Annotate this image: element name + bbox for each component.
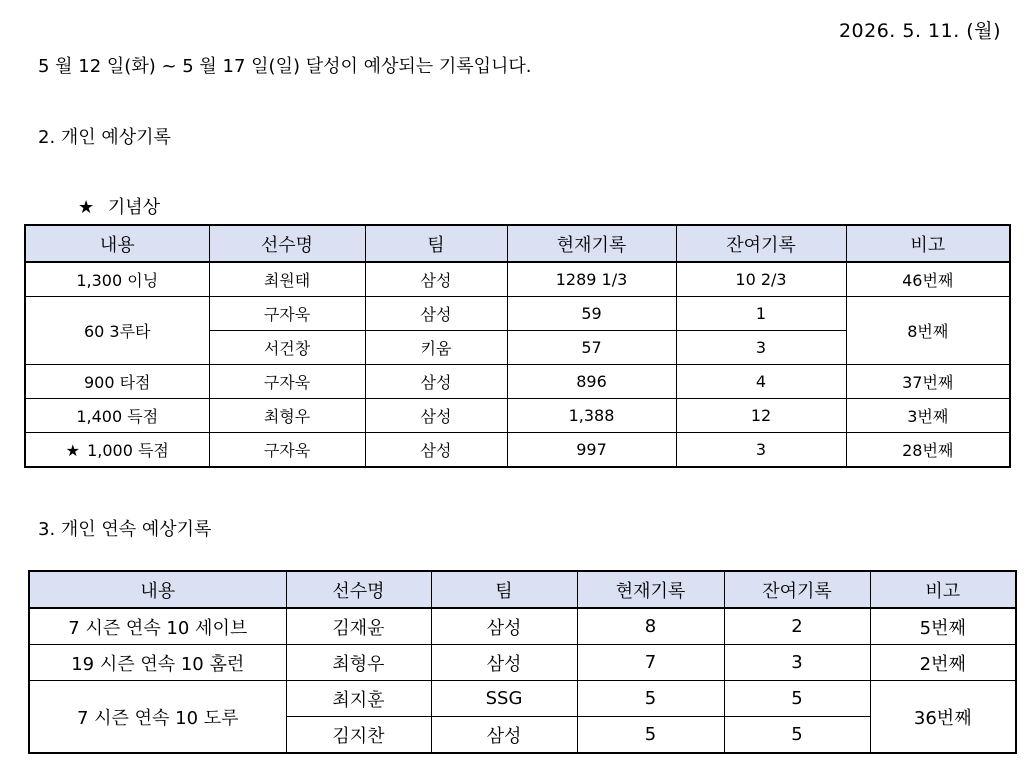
cell-note: 5번째 (870, 608, 1016, 645)
section3-heading: 3. 개인 연속 예상기록 (38, 519, 212, 540)
cell-remaining: 3 (676, 331, 846, 365)
table-row (25, 365, 1010, 399)
section2-subheading (78, 193, 160, 219)
table-row (29, 645, 1016, 681)
cell-remaining: 1 (676, 297, 846, 331)
table-row (25, 433, 1010, 468)
cell-note: 28번째 (846, 433, 1010, 468)
cell-content: 900 타점 (25, 365, 209, 399)
cell-team: 삼성 (431, 645, 577, 681)
header-content: 내용 (25, 225, 209, 262)
cell-team: 삼성 (365, 399, 507, 433)
cell-remaining: 3 (724, 645, 870, 681)
cell-remaining: 12 (676, 399, 846, 433)
cell-player: 김지찬 (286, 717, 431, 754)
header-remaining: 잔여기록 (676, 225, 846, 262)
subheading-label: 기념상 (107, 197, 161, 218)
table-row (29, 681, 1016, 717)
cell-player: 최형우 (209, 399, 365, 433)
table-header-row (25, 225, 1010, 262)
cell-current: 7 (577, 645, 724, 681)
cell-remaining: 4 (676, 365, 846, 399)
cell-content: 1,300 이닝 (25, 262, 209, 297)
cell-current: 5 (577, 717, 724, 754)
cell-remaining: 10 2/3 (676, 262, 846, 297)
star-icon: ★ (65, 441, 80, 460)
cell-note: 3번째 (846, 399, 1010, 433)
intro-text: 5 월 12 일(화) ~ 5 월 17 일(일) 달성이 예상되는 기록입니다. (38, 56, 532, 77)
personal-record-table (24, 224, 1011, 468)
cell-content: 7 시즌 연속 10 세이브 (29, 608, 286, 645)
cell-player: 김재윤 (286, 608, 431, 645)
cell-note: 37번째 (846, 365, 1010, 399)
cell-current: 1289 1/3 (507, 262, 676, 297)
cell-player: 구자욱 (209, 365, 365, 399)
header-current: 현재기록 (577, 571, 724, 608)
cell-team: 삼성 (365, 262, 507, 297)
cell-note: 8번째 (846, 297, 1010, 365)
cell-remaining: 3 (676, 433, 846, 468)
section2-heading: 2. 개인 예상기록 (38, 127, 171, 148)
cell-player: 최지훈 (286, 681, 431, 717)
cell-team: SSG (431, 681, 577, 717)
cell-player: 구자욱 (209, 433, 365, 468)
cell-content-label: 1,000 득점 (87, 441, 169, 460)
cell-player: 최형우 (286, 645, 431, 681)
header-note: 비고 (870, 571, 1016, 608)
cell-current: 5 (577, 681, 724, 717)
cell-remaining: 2 (724, 608, 870, 645)
consecutive-record-table (28, 570, 1017, 754)
cell-content: 7 시즌 연속 10 도루 (29, 681, 286, 754)
table-row (25, 399, 1010, 433)
cell-team: 삼성 (365, 365, 507, 399)
cell-note: 46번째 (846, 262, 1010, 297)
cell-current: 59 (507, 297, 676, 331)
cell-team: 삼성 (431, 717, 577, 754)
cell-player: 서건창 (209, 331, 365, 365)
cell-team: 삼성 (365, 297, 507, 331)
cell-remaining: 5 (724, 681, 870, 717)
header-team: 팀 (431, 571, 577, 608)
cell-note: 36번째 (870, 681, 1016, 754)
table-header-row (29, 571, 1016, 608)
header-note: 비고 (846, 225, 1010, 262)
cell-current: 997 (507, 433, 676, 468)
header-remaining: 잔여기록 (724, 571, 870, 608)
table-row (29, 608, 1016, 645)
cell-note: 2번째 (870, 645, 1016, 681)
cell-current: 57 (507, 331, 676, 365)
header-player: 선수명 (209, 225, 365, 262)
cell-content: 60 3루타 (25, 297, 209, 365)
cell-team: 키움 (365, 331, 507, 365)
cell-player: 구자욱 (209, 297, 365, 331)
header-content: 내용 (29, 571, 286, 608)
header-team: 팀 (365, 225, 507, 262)
cell-current: 896 (507, 365, 676, 399)
star-icon: ★ (78, 197, 95, 218)
table-row (25, 297, 1010, 331)
document-date: 2026. 5. 11. (월) (838, 20, 1001, 42)
cell-content: 19 시즌 연속 10 홈런 (29, 645, 286, 681)
cell-content: 1,400 득점 (25, 399, 209, 433)
cell-content (25, 433, 209, 468)
header-current: 현재기록 (507, 225, 676, 262)
cell-current: 1,388 (507, 399, 676, 433)
cell-team: 삼성 (431, 608, 577, 645)
cell-current: 8 (577, 608, 724, 645)
header-player: 선수명 (286, 571, 431, 608)
cell-remaining: 5 (724, 717, 870, 754)
table-row (25, 262, 1010, 297)
cell-team: 삼성 (365, 433, 507, 468)
cell-player: 최원태 (209, 262, 365, 297)
